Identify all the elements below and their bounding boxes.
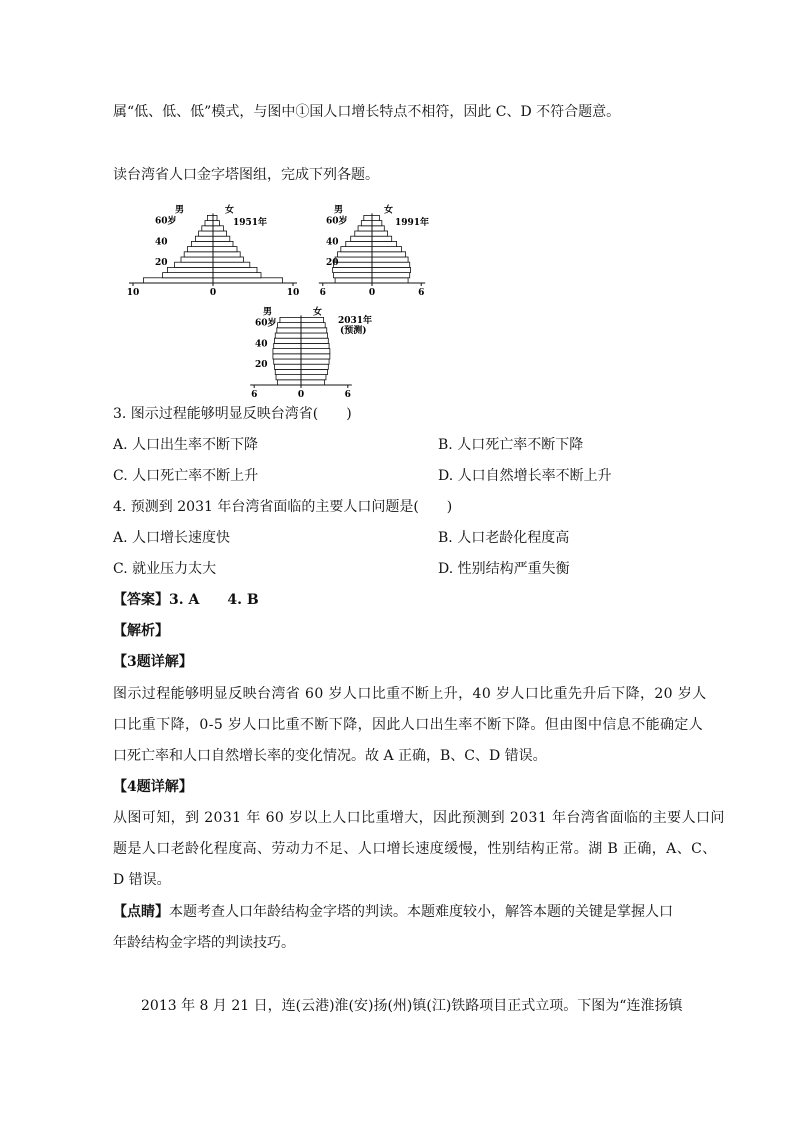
x-tick-label: 6 (344, 390, 351, 400)
q3-option-d: D. 人口自然增长率不断上升 (438, 468, 612, 484)
q4-option-d: D. 性别结构严重失衡 (438, 561, 570, 577)
intro-line: 属“低、低、低”模式，与图中①国人口增长特点不相符，因此 C、D 不符合题意。 (113, 104, 621, 120)
female-bar (301, 343, 329, 348)
x-tick-label: 0 (297, 390, 305, 400)
female-bar (301, 359, 329, 364)
female-bar (301, 317, 324, 322)
male-bar (181, 257, 213, 262)
male-bar (187, 247, 213, 252)
x-tick-label: 6 (251, 390, 258, 400)
female-bar (301, 323, 325, 328)
male-bar (355, 231, 372, 236)
female-bar (372, 247, 402, 252)
age-label: 40 (326, 237, 339, 248)
male-label: 男 (334, 205, 344, 216)
female-label: 女 (225, 205, 235, 216)
male-bar (202, 226, 213, 231)
point-text: 本题考查人口年龄结构金字塔的判读。本题难度较小，解答本题的关键是掌握人口 (169, 904, 673, 920)
point-label: 【点睛】 (113, 904, 169, 920)
point-line: 年龄结构金字塔的判读技巧。 (113, 935, 295, 951)
q3-detail-line: 图示过程能够明显反映台湾省 60 岁人口比重不断上升，40 岁人口比重先升后下降，20 岁人 (113, 686, 707, 702)
age-label: 60岁 (155, 216, 177, 227)
q3-option-a: A. 人口出生率不断下降 (113, 437, 259, 453)
female-bar (213, 241, 233, 246)
age-label: 20 (326, 258, 339, 269)
male-bar (276, 375, 301, 380)
q4-option-a: A. 人口增长速度快 (113, 530, 231, 546)
male-bar (275, 333, 301, 338)
female-bar (301, 338, 328, 343)
female-bar (213, 252, 240, 257)
female-bar (213, 273, 261, 278)
q3-stem: 3. 图示过程能够明显反映台湾省( ) (113, 406, 352, 422)
male-bar (335, 278, 372, 283)
female-bar (372, 221, 382, 226)
male-bar (333, 273, 372, 278)
female-bar (372, 226, 384, 231)
male-bar (274, 364, 301, 369)
female-bar (301, 328, 327, 333)
female-bar (372, 252, 406, 257)
age-label: 60岁 (255, 318, 277, 329)
male-bar (207, 215, 213, 220)
female-bar (372, 262, 410, 267)
q4-detail-line: 题是人口老龄化程度高、劳动力不足、人口增长速度缓慢，性别结构正常。湖 B 正确，A、C、 (113, 841, 717, 857)
male-bar (361, 221, 372, 226)
x-tick-label: 6 (418, 288, 425, 298)
female-bar (301, 375, 326, 380)
read-instruction: 读台湾省人口金字塔图组，完成下列各题。 (113, 167, 379, 183)
male-bar (277, 328, 301, 333)
male-label: 男 (175, 205, 185, 216)
male-bar (278, 323, 301, 328)
q4-stem: 4. 预测到 2031 年台湾省面临的主要人口问题是( ) (113, 499, 453, 515)
male-bar (274, 359, 301, 364)
male-bar (143, 278, 213, 283)
male-bar (184, 252, 213, 257)
male-bar (275, 369, 301, 374)
male-bar (199, 231, 213, 236)
female-bar (301, 333, 328, 338)
female-label: 女 (384, 205, 394, 216)
x-tick-label: 0 (368, 288, 376, 298)
male-bar (195, 236, 213, 241)
male-bar (338, 252, 372, 257)
male-bar (175, 262, 213, 267)
male-bar (274, 343, 301, 348)
q3-detail-line: 口死亡率和人口自然增长率的变化情况。故 A 正确，B、C、D 错误。 (113, 748, 547, 764)
male-bar (280, 317, 301, 322)
x-tick-label: 0 (209, 288, 217, 298)
female-bar (301, 364, 328, 369)
male-bar (364, 215, 372, 220)
male-bar (167, 267, 213, 272)
female-bar (372, 236, 392, 241)
q3-detail-label: 【3题详解】 (113, 654, 193, 670)
x-tick-label: 10 (286, 288, 300, 298)
female-bar (213, 226, 223, 231)
x-tick-label: 6 (319, 288, 326, 298)
female-bar (372, 241, 397, 246)
female-bar (213, 278, 283, 283)
q4-option-c: C. 就业压力太大 (113, 561, 217, 577)
answer-line: 【答案】3. A 4. B (113, 592, 259, 608)
male-bar (333, 262, 372, 267)
q4-detail-label: 【4题详解】 (113, 779, 193, 795)
male-bar (163, 273, 213, 278)
q3-detail-line: 口比重下降，0-5 岁人口比重不断下降，因此人口出生率不断下降。但由图中信息不能确定人 (113, 717, 704, 733)
female-bar (213, 262, 250, 267)
x-tick-label: 10 (126, 288, 140, 298)
analysis-label: 【解析】 (113, 623, 169, 639)
male-bar (351, 236, 372, 241)
age-label: 20 (255, 360, 268, 371)
female-bar (301, 369, 328, 374)
female-bar (372, 273, 410, 278)
male-bar (273, 349, 301, 354)
population-pyramid-figure (118, 195, 438, 400)
male-bar (346, 241, 372, 246)
age-label: 60岁 (326, 216, 348, 227)
male-bar (278, 380, 301, 385)
female-bar (213, 257, 243, 262)
female-bar (301, 380, 324, 385)
male-bar (205, 221, 213, 226)
female-bar (213, 215, 217, 220)
year-note: (预测) (340, 326, 367, 336)
age-label: 20 (155, 258, 168, 269)
female-bar (213, 231, 227, 236)
female-bar (213, 236, 230, 241)
next-intro: 2013 年 8 月 21 日，连(云港)淮(安)扬(州)镇(江)铁路项目正式立项。下图为“连淮扬镇 (141, 998, 683, 1014)
female-bar (301, 354, 330, 359)
male-bar (335, 257, 372, 262)
q4-detail-line: 从图可知，到 2031 年 60 岁以上人口比重增大，因此预测到 2031 年台湾省面临的主要人口问 (113, 810, 725, 826)
male-bar (191, 241, 213, 246)
male-label: 男 (263, 307, 273, 318)
female-bar (301, 349, 330, 354)
male-bar (341, 247, 372, 252)
pyramid-1991 (319, 203, 429, 298)
female-bar (213, 221, 219, 226)
female-bar (372, 257, 408, 262)
q4-option-b: B. 人口老龄化程度高 (438, 530, 570, 546)
male-bar (358, 226, 372, 231)
year-label: 2031年 (338, 316, 373, 326)
q4-detail-line: D 错误。 (113, 872, 171, 888)
female-bar (213, 267, 257, 272)
female-bar (372, 267, 411, 272)
age-label: 40 (255, 339, 268, 350)
male-bar (333, 267, 372, 272)
pyramid-2031 (250, 305, 372, 400)
female-bar (372, 278, 408, 283)
point-line (113, 902, 673, 922)
pyramid-1951 (127, 203, 300, 298)
q3-option-b: B. 人口死亡率不断下降 (438, 437, 584, 453)
female-bar (372, 231, 388, 236)
year-label: 1951年 (233, 218, 268, 228)
q3-option-c: C. 人口死亡率不断上升 (113, 468, 259, 484)
age-label: 40 (155, 237, 168, 248)
female-bar (213, 247, 237, 252)
female-label: 女 (313, 307, 323, 318)
year-label: 1991年 (395, 218, 430, 228)
male-bar (274, 338, 301, 343)
female-bar (372, 215, 379, 220)
male-bar (273, 354, 301, 359)
